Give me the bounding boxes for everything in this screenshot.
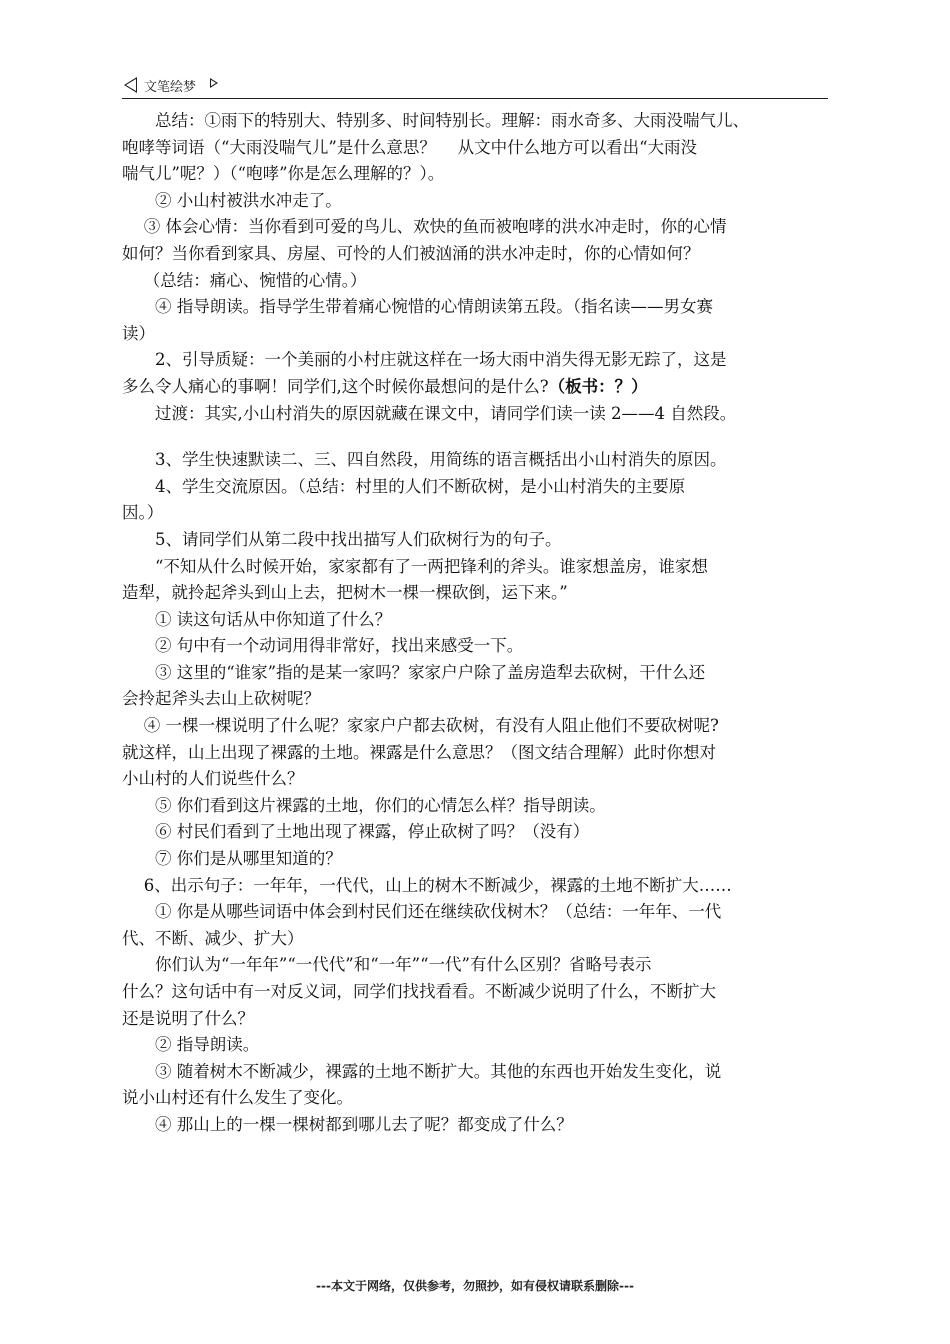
left-triangle-icon (124, 77, 137, 93)
text-line: ① 你是从哪些词语中体会到村民们还在继续砍伐树木？（总结：一年年、一代 (122, 902, 722, 922)
text-line: 会拎起斧头去山上砍树呢？ (122, 689, 320, 709)
text-line: 什么？这句话中有一对反义词，同学们找找看看。不断减少说明了什么，不断扩大 (122, 982, 716, 1001)
text-line: 2、引导质疑：一个美丽的小村庄就这样在一场大雨中消失得无影无踪了，这是 (122, 350, 727, 370)
text-line: 因。） (122, 503, 164, 523)
text-line: 读） (122, 323, 155, 343)
text-line: （总结：痛心、惋惜的心情。） (122, 270, 367, 290)
page-header (122, 74, 828, 98)
text-line: 造犁，就拎起斧头到山上去，把树木一棵一棵砍倒，运下来。” (122, 583, 568, 603)
text-line: 还是说明了什么？ (122, 1008, 254, 1028)
text-line-with-note (122, 374, 832, 401)
text-line: 总结：①雨下的特别大、特别多、时间特别长。理解：雨水奇多、大雨没喘气儿、 (122, 111, 749, 130)
board-note: （板书：？） (548, 376, 648, 396)
text-line: 小山村的人们说些什么？ (122, 769, 304, 789)
blank-line (122, 427, 832, 447)
text-line: 6、出示句子：一年年，一代代，山上的树木不断减少，裸露的土地不断扩大…… (122, 875, 732, 895)
text-line: ③ 这里的“谁家”指的是某一家吗？家家户户除了盖房造犁去砍树，干什么还 (122, 662, 706, 682)
text-line: ② 句中有一个动词用得非常好，找出来感受一下。 (122, 636, 524, 656)
document-body (122, 108, 832, 1139)
text-line: 你们认为“一年年”“一代代”和“一年”“一代”有什么区别？省略号表示 (122, 955, 652, 975)
text-line: ④ 指导朗读。指导学生带着痛心惋惜的心情朗读第五段。（指名读——男女赛 (122, 297, 713, 317)
page-footer: ---本文于网络，仅供参考，勿照抄，如有侵权请联系删除--- (316, 1279, 634, 1293)
header-divider (122, 98, 828, 99)
text-line: 过渡：其实,小山村消失的原因就藏在课文中，请同学们读一读 2——4 自然段。 (122, 403, 737, 423)
text-line: 如何？当你看到家具、房屋、可怜的人们被汹涌的洪水冲走时，你的心情如何？ (122, 243, 700, 263)
right-triangle-icon (210, 78, 218, 88)
text-line: ② 小山村被洪水冲走了。 (122, 190, 342, 210)
text-line: ④ 那山上的一棵一棵树都到哪儿去了呢？都变成了什么？ (122, 1114, 573, 1134)
text-line: ④ 一棵一棵说明了什么呢？家家户户都去砍树，有没有人阻止他们不要砍树呢? (122, 716, 719, 736)
text-line: ③ 随着树木不断减少，裸露的土地不断扩大。其他的东西也开始发生变化，说 (122, 1061, 722, 1081)
header-title: 文笔绘梦 (144, 80, 197, 95)
text-line: 3、学生快速默读二、三、四自然段，用简练的语言概括出小山村消失的原因。 (122, 450, 727, 470)
text-line: ⑥ 村民们看到了土地出现了裸露，停止砍树了吗？（没有） (122, 822, 590, 842)
text-line: 4、学生交流原因。（总结：村里的人们不断砍树，是小山村消失的主要原 (122, 476, 686, 496)
text-line: 喘气儿”呢？）（“咆哮”你是怎么理解的？）。 (122, 164, 445, 184)
text-line: ⑦ 你们是从哪里知道的？ (122, 849, 342, 869)
text-line: 就这样，山上出现了裸露的土地。裸露是什么意思？（图文结合理解）此时你想对 (122, 742, 716, 762)
text-line: 多么令人痛心的事啊！同学们,这个时候你最想问的是什么? (122, 376, 549, 396)
text-line: 咆哮等词语（“大雨没喘气儿”是什么意思？ 从文中什么地方可以看出“大雨没 (122, 137, 698, 157)
text-line: 说小山村还有什么发生了变化。 (122, 1088, 353, 1108)
text-line: “不知从什么时候开始，家家都有了一两把锋利的斧头。谁家想盖房，谁家想 (122, 556, 708, 576)
text-line: ⑤ 你们看到这片裸露的土地，你们的心情怎么样？指导朗读。 (122, 795, 606, 815)
text-line: ② 指导朗读。 (122, 1035, 260, 1055)
text-line: ③ 体会心情：当你看到可爱的鸟儿、欢快的鱼而被咆哮的洪水冲走时，你的心情 (122, 217, 727, 237)
text-line: 代、不断、减少、扩大） (122, 928, 304, 948)
text-line: ① 读这句话从中你知道了什么？ (122, 609, 392, 629)
text-line: 5、请同学们从第二段中找出描写人们砍树行为的句子。 (122, 529, 562, 549)
